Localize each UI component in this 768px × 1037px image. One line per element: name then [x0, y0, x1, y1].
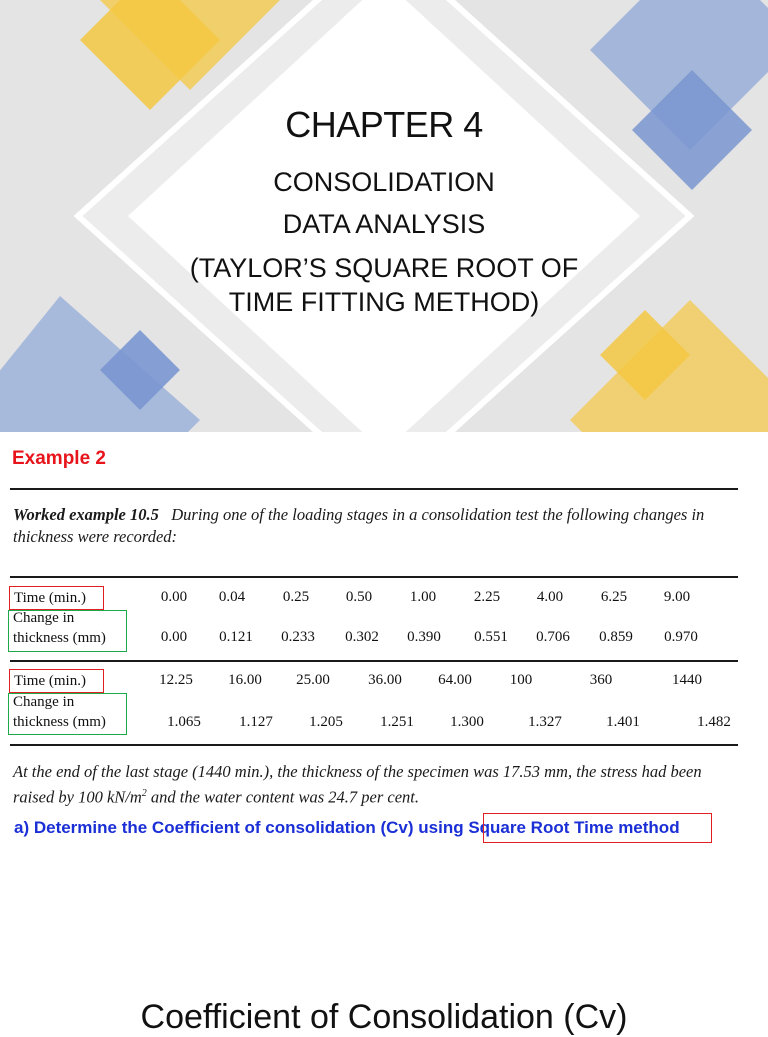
subtitle-line-2: DATA ANALYSIS	[282, 209, 486, 239]
table-cell: 4.00	[536, 589, 564, 605]
table-cell: 12.25	[159, 672, 193, 688]
intro-paragraph	[13, 504, 743, 548]
table-rule-3	[10, 744, 738, 746]
table-cell: 0.50	[345, 589, 373, 605]
table-cell: 0.859	[599, 629, 633, 645]
table-cell: 6.25	[600, 589, 628, 605]
table-cell: 2.25	[473, 589, 501, 605]
row1-label: Time (min.)	[14, 590, 86, 606]
table-cell: 0.970	[664, 629, 698, 645]
table-cell: 1.251	[380, 714, 414, 730]
table-cell: 1.127	[239, 714, 273, 730]
table-rule-2	[10, 660, 738, 662]
table-rule-1	[10, 576, 738, 578]
table-cell: 1.300	[450, 714, 484, 730]
question-a	[14, 818, 680, 838]
table-cell: 0.00	[160, 589, 188, 605]
title-text-block	[0, 0, 768, 432]
example-slide	[0, 432, 768, 1036]
table-cell: 0.551	[474, 629, 508, 645]
subtitle-line-3: (TAYLOR’S SQUARE ROOT OF	[189, 253, 579, 283]
question-text: a) Determine the Coefficient of consolidation (Cv) using	[14, 818, 469, 837]
table-cell: 0.706	[536, 629, 570, 645]
row2-label-line2: thickness (mm)	[13, 630, 106, 646]
table-cell: 0.121	[219, 629, 253, 645]
chapter-heading: CHAPTER 4	[285, 104, 483, 145]
row2-label-line1: Change in	[13, 610, 75, 626]
row4-label-line2: thickness (mm)	[13, 714, 106, 730]
question-highlight: Square Root Time method	[468, 818, 680, 837]
table-cell: 64.00	[438, 672, 472, 688]
worked-example-title: Worked example 10.5	[13, 505, 159, 524]
subtitle-line-4: TIME FITTING METHOD)	[228, 287, 540, 317]
closing-paragraph	[13, 761, 743, 809]
table-cell: 1.065	[167, 714, 201, 730]
table-cell: 0.00	[160, 629, 188, 645]
closing-superscript: 2	[141, 788, 147, 799]
table-cell: 1.00	[409, 589, 437, 605]
closing-text-1: At the end of the last stage (1440 min.), the thickness of the specimen was 17.53 mm, the stress had been raised by 100 kN/m	[13, 762, 702, 807]
table-cell: 9.00	[663, 589, 691, 605]
table-cell: 0.390	[407, 629, 441, 645]
intro-text: During one of the loading stages in a consolidation test the following changes in thickness were recorded:	[13, 505, 705, 546]
table-cell: 0.25	[282, 589, 310, 605]
closing-text-2: and the water content was 24.7 per cent.	[146, 787, 419, 807]
table-cell: 36.00	[368, 672, 402, 688]
table-cell: 1.327	[528, 714, 562, 730]
title-slide	[0, 0, 768, 432]
table-cell: 1.205	[309, 714, 343, 730]
subtitle-line-1: CONSOLIDATION	[273, 167, 495, 197]
row3-label: Time (min.)	[14, 673, 86, 689]
example-label: Example 2	[12, 448, 106, 469]
table-cell: 16.00	[228, 672, 262, 688]
table-cell: 0.302	[345, 629, 379, 645]
table-cell: 0.233	[281, 629, 315, 645]
table-cell: 0.04	[218, 589, 246, 605]
table-cell: 1440	[672, 672, 702, 688]
table-cell: 1.482	[697, 714, 731, 730]
row4-label-line1: Change in	[13, 694, 75, 710]
table-cell: 1.401	[606, 714, 640, 730]
table-cell: 100	[509, 672, 533, 688]
table-cell: 360	[589, 672, 613, 688]
question-highlight-box	[483, 813, 712, 843]
table-cell: 25.00	[296, 672, 330, 688]
top-rule	[10, 488, 738, 490]
next-slide-title: Coefficient of Consolidation (Cv)	[140, 998, 628, 1036]
